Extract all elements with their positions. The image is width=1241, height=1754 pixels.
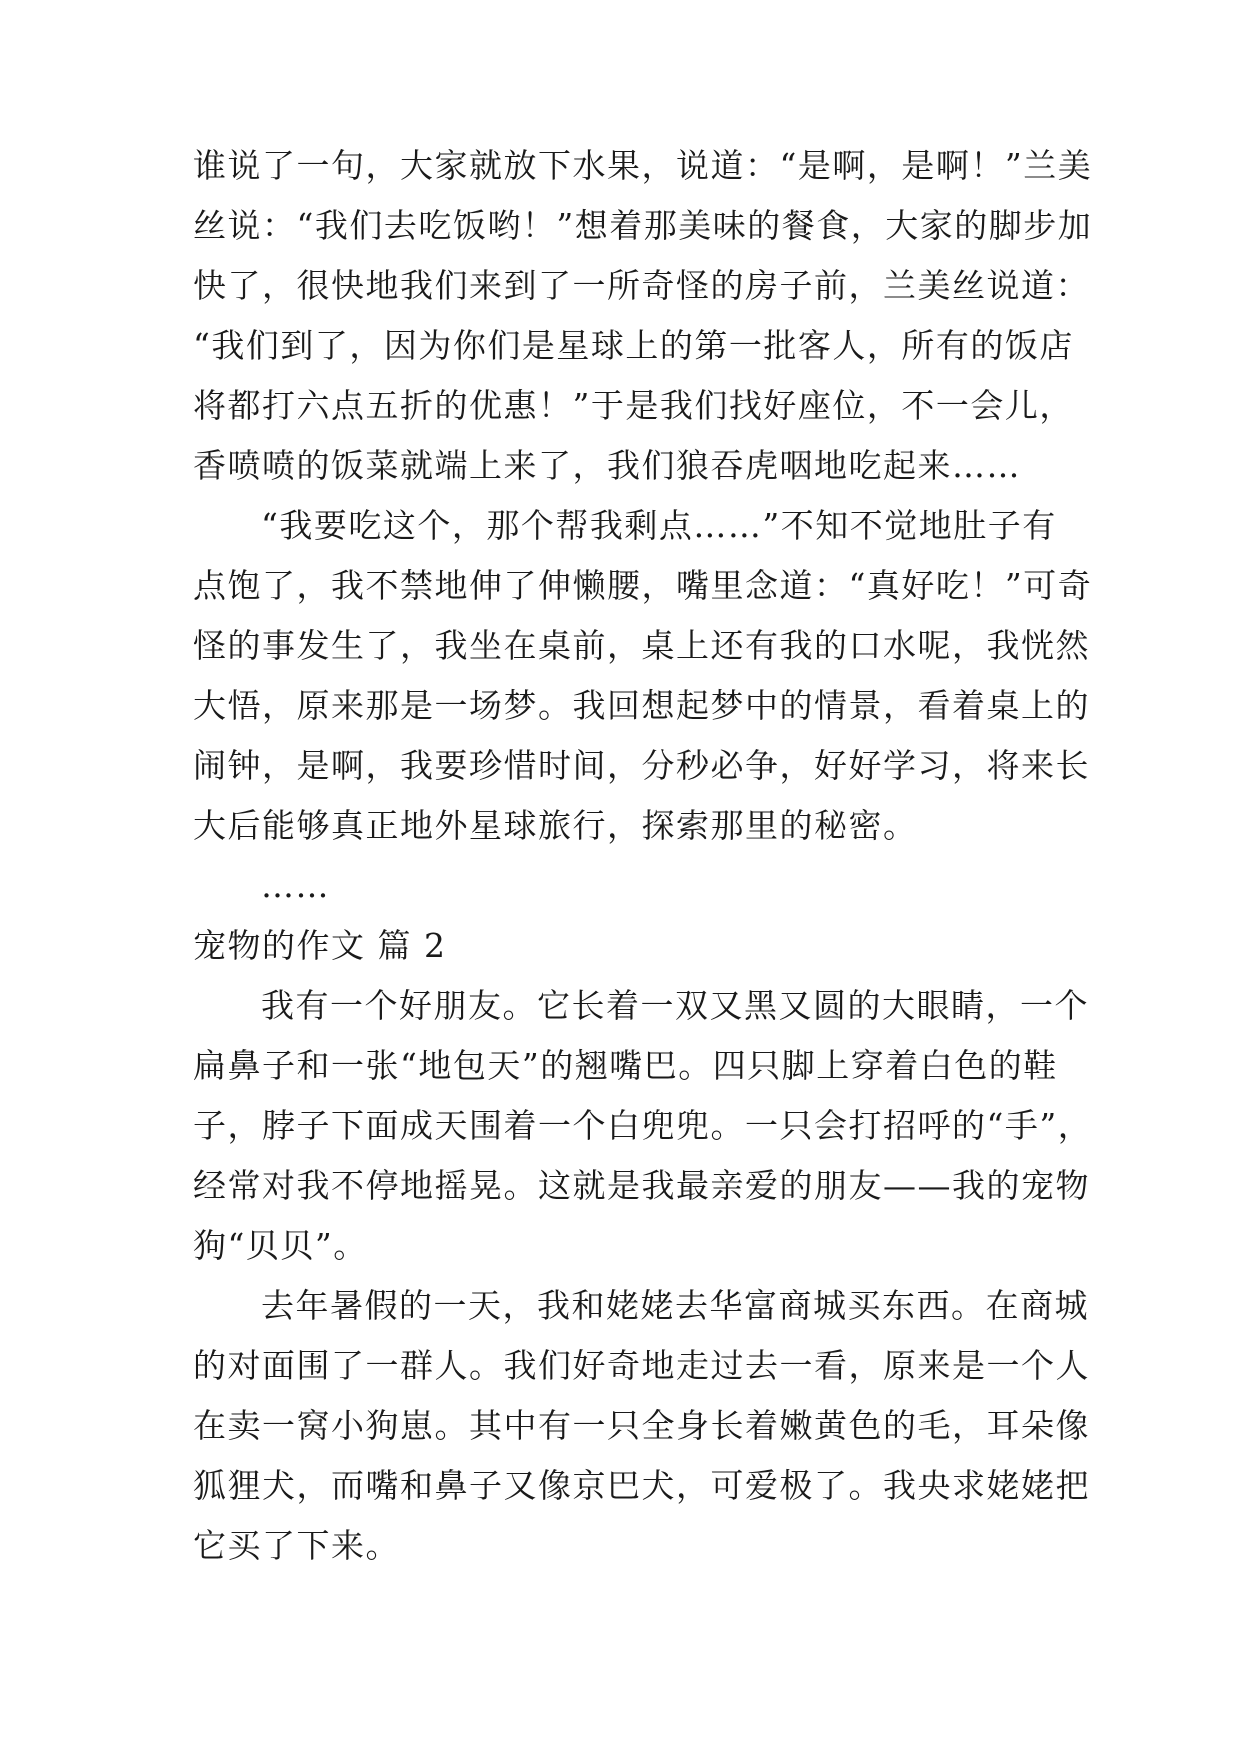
text-line: 大悟，原来那是一场梦。我回想起梦中的情景，看着桌上的 [193, 686, 1090, 725]
text-line: 子，脖子下面成天围着一个白兜兜。一只会打招呼的“手”， [193, 1106, 1093, 1145]
text-line: 快了，很快地我们来到了一所奇怪的房子前，兰美丝说道： [193, 266, 1090, 305]
text-line: 的对面围了一群人。我们好奇地走过去一看，原来是一个人 [193, 1346, 1090, 1385]
text-line: 经常对我不停地摇晃。这就是我最亲爱的朋友——我的宠物 [193, 1166, 1090, 1205]
text-line: 去年暑假的一天，我和姥姥去华富商城买东西。在商城 [261, 1286, 1089, 1325]
text-line: 闹钟，是啊，我要珍惜时间，分秒必争，好好学习，将来长 [193, 746, 1090, 785]
paragraph-1 [193, 136, 1093, 496]
text-line: “我们到了，因为你们是星球上的第一批客人，所有的饭店 [193, 326, 1074, 365]
text-line: 丝说：“我们去吃饭哟！”想着那美味的餐食，大家的脚步加 [193, 206, 1093, 245]
document-body [193, 136, 1093, 1576]
text-line: 它买了下来。 [193, 1526, 400, 1565]
ellipsis-line: …… [261, 866, 330, 905]
text-line: 谁说了一句，大家就放下水果，说道：“是啊，是啊！”兰美 [193, 146, 1093, 185]
text-line: 怪的事发生了，我坐在桌前，桌上还有我的口水呢，我恍然 [193, 626, 1090, 665]
text-line: 将都打六点五折的优惠！”于是我们找好座位，不一会儿， [193, 386, 1074, 425]
paragraph-3 [193, 976, 1093, 1276]
paragraph-2 [193, 496, 1093, 856]
text-line: 扁鼻子和一张“地包天”的翘嘴巴。四只脚上穿着白色的鞋 [193, 1046, 1058, 1085]
text-line: 大后能够真正地外星球旅行，探索那里的秘密。 [193, 806, 918, 845]
text-line: “我要吃这个，那个帮我剩点……”不知不觉地肚子有 [261, 506, 1057, 545]
text-line: 在卖一窝小狗崽。其中有一只全身长着嫩黄色的毛，耳朵像 [193, 1406, 1090, 1445]
text-line: 香喷喷的饭菜就端上来了，我们狼吞虎咽地吃起来…… [193, 446, 1021, 485]
text-line: 狗“贝贝”。 [193, 1226, 368, 1265]
paragraph-4 [193, 1276, 1090, 1576]
text-line: 点饱了，我不禁地伸了伸懒腰，嘴里念道：“真好吃！”可奇 [193, 566, 1093, 605]
text-line: 我有一个好朋友。它长着一双又黑又圆的大眼睛，一个 [261, 986, 1089, 1025]
section-heading: 宠物的作文 篇 2 [193, 926, 447, 965]
text-line: 狐狸犬，而嘴和鼻子又像京巴犬，可爱极了。我央求姥姥把 [193, 1466, 1090, 1505]
